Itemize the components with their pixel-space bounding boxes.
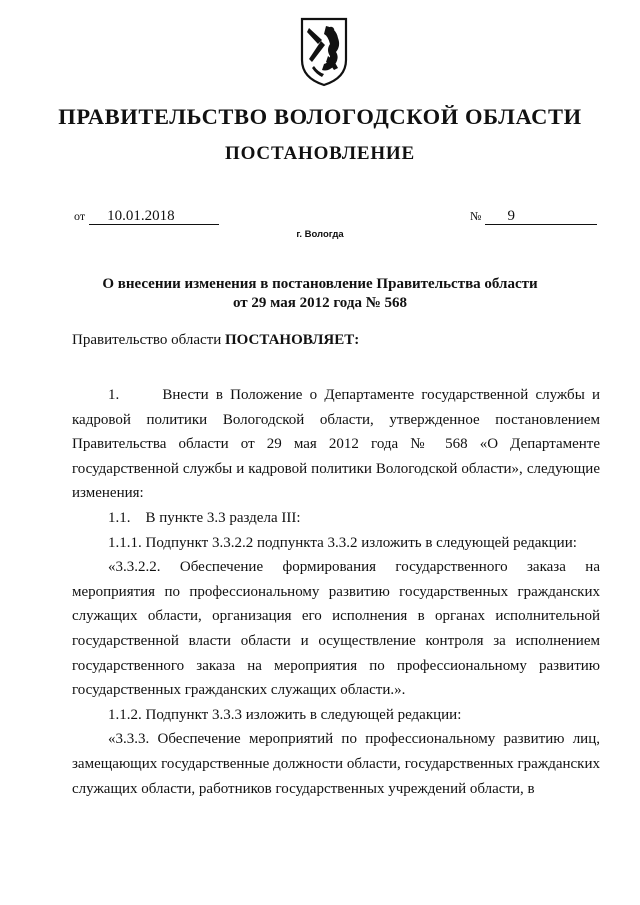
decrees-prefix: Правительство области — [72, 332, 222, 348]
date-field — [74, 208, 219, 225]
paragraph-1-1-1: 1.1.1. Подпункт 3.3.2.2 подпункта 3.3.2 изложить в следующей редакции: — [108, 534, 577, 551]
date-label: от — [74, 209, 86, 223]
paragraph-1-1-2: 1.1.2. Подпункт 3.3.3 изложить в следующей редакции: — [108, 706, 462, 723]
number-value: 9 — [485, 209, 597, 225]
document-body — [72, 383, 600, 801]
coat-of-arms-icon — [298, 16, 350, 88]
paragraph-1: 1. Внести в Положение о Департаменте государственной службы и кадровой политики Вологодской области, утвержденное постановлением Правительства области от 29 мая 2012 года № 568 «О Департаменте государственной службы и кадровой политики Вологодской области», следующие изменения: — [72, 387, 600, 502]
document-type: ПОСТАНОВЛЕНИЕ — [225, 143, 415, 164]
paragraph-quote-3-3-2-2: «3.3.2.2. Обеспечение формирования государственного заказа на мероприятия по профессиональному развитию государственных гражданских служащих области, организация его исполнения в органах исполнительной государственной власти области и осуществление контроля за исполнением государственного заказа на мероприятия по профессиональному развитию государственных гражданских служащих области.». — [72, 559, 600, 699]
paragraph-quote-3-3-3: «3.3.3. Обеспечение мероприятий по профессиональному развитию лиц, замещающих государственные должности области, государственных гражданских служащих области, работников государственных учреждений области, в — [72, 731, 600, 797]
decrees-line — [72, 332, 359, 349]
government-title: ПРАВИТЕЛЬСТВО ВОЛОГОДСКОЙ ОБЛАСТИ — [58, 104, 582, 129]
paragraph-1-1: 1.1. В пункте 3.3 раздела III: — [108, 509, 301, 526]
date-value: 10.01.2018 — [89, 209, 219, 225]
decrees-keyword: ПОСТАНОВЛЯЕТ: — [224, 332, 360, 348]
number-label: № — [470, 209, 482, 223]
city-label: г. Вологда — [296, 229, 344, 240]
document-subject — [60, 275, 580, 313]
subject-line-2: от 29 мая 2012 года № 568 — [232, 295, 408, 311]
number-field — [470, 208, 597, 225]
subject-line-1: О внесении изменения в постановление Правительства области — [102, 276, 538, 292]
